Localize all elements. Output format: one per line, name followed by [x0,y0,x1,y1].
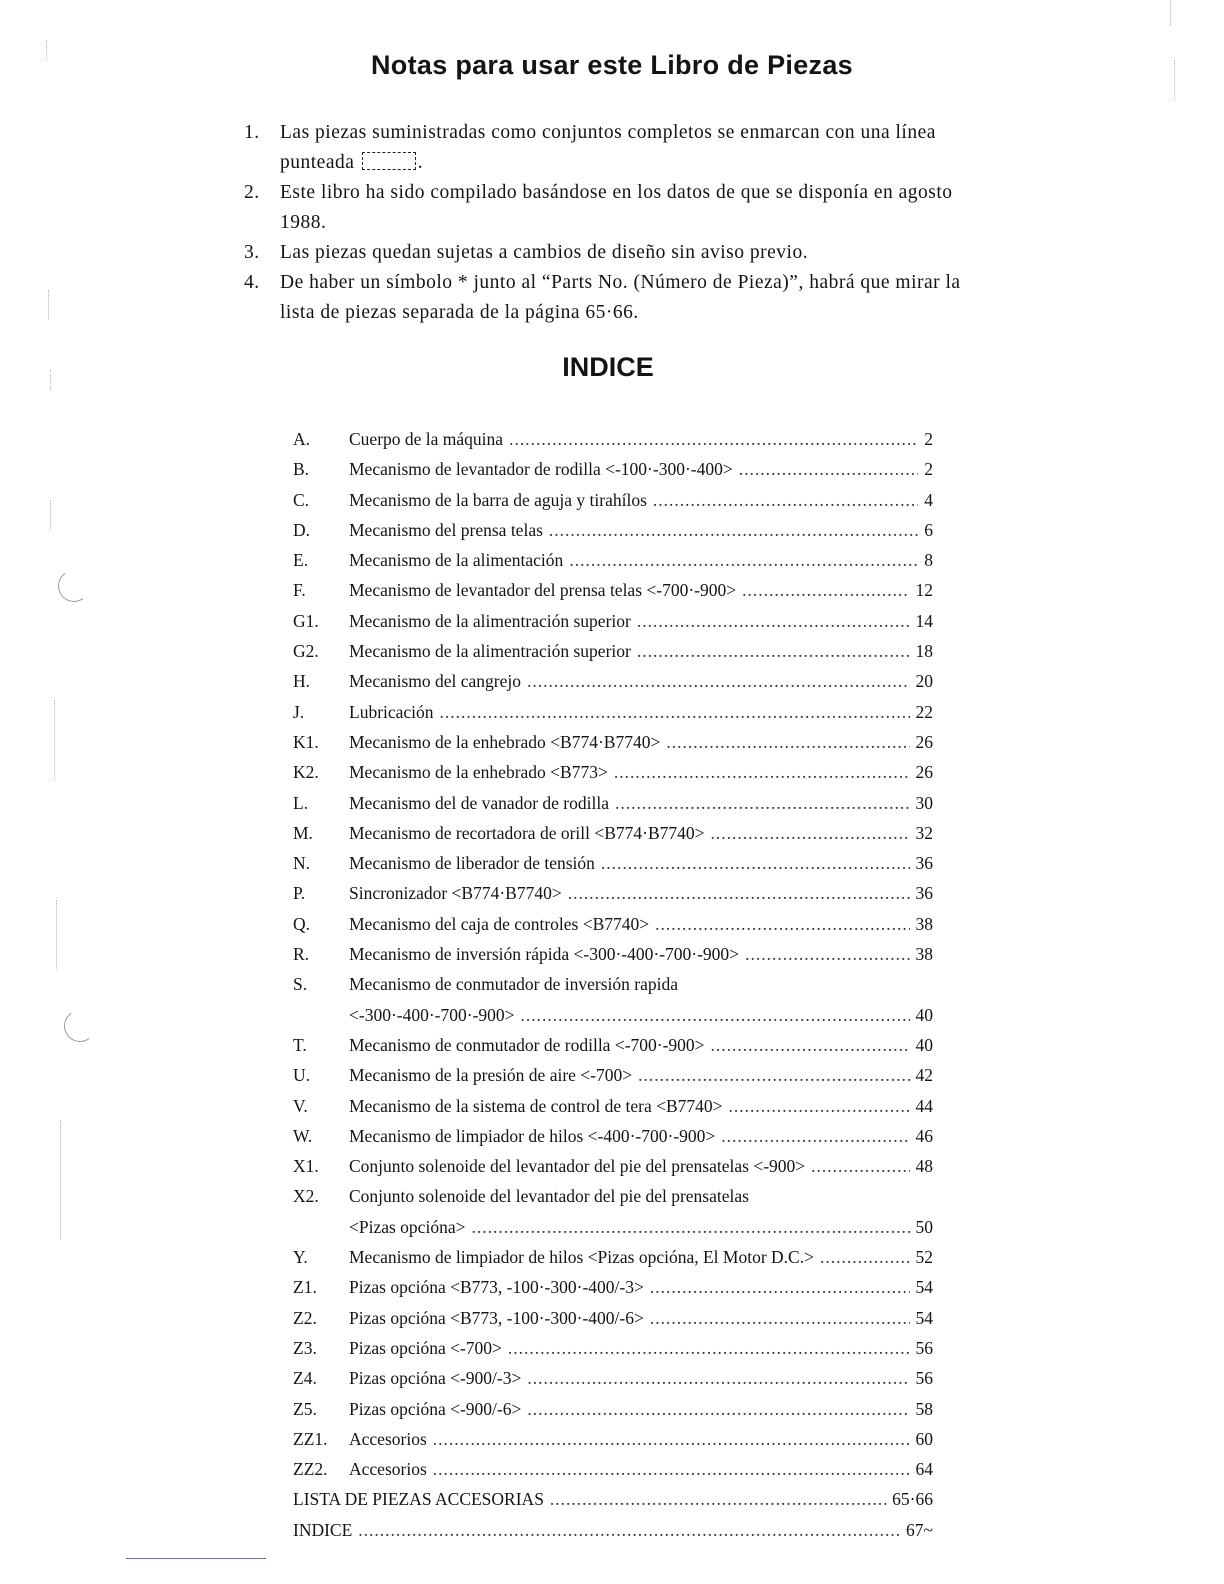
toc-label: Mecanismo de levantador del prensa telas <-700·-900> [349,580,737,601]
toc-label: Mecanismo de la sistema de control de tera <B7740> [349,1095,723,1116]
toc-row [293,575,933,605]
toc-row [293,1454,933,1484]
toc-letter: R. [293,944,310,965]
toc-page-number: 54 [915,1277,933,1298]
toc-row [293,1394,933,1424]
scan-edge-line [126,1558,266,1559]
table-of-contents [293,424,933,1545]
toc-page-number: 58 [915,1398,933,1419]
index-title: INDICE [562,352,654,382]
toc-label: Mecanismo del cangrejo [349,671,522,692]
toc-page-number: 26 [915,762,933,783]
scan-mark [60,1120,61,1240]
dot-leader [742,575,909,605]
toc-letter: N. [293,853,311,874]
dot-leader [433,1424,910,1454]
toc-label: Mecanismo del prensa telas [349,519,543,540]
toc-row [293,788,933,818]
note-text-end: . [417,152,424,173]
toc-letter: X2. [293,1186,319,1207]
toc-label: Mecanismo de levantador de rodilla <-100·-300·-400> [349,459,733,480]
note-item [244,238,976,268]
toc-page-number: 64 [915,1459,933,1480]
toc-letter: Z5. [293,1398,317,1419]
dot-leader [601,848,910,878]
toc-page-number: 38 [915,944,933,965]
toc-letter: W. [293,1125,313,1146]
toc-letter: B. [293,459,310,480]
dot-leader [653,485,918,515]
toc-label: Mecanismo de la alimentración superior [349,641,631,662]
toc-row [293,1242,933,1272]
toc-row [293,848,933,878]
toc-letter: Y. [293,1247,308,1268]
dot-leader [550,1484,886,1514]
toc-page-number: 22 [915,701,933,722]
toc-letter: V. [293,1095,308,1116]
toc-row [293,485,933,515]
toc-page-number: 65·66 [892,1489,933,1510]
toc-letter: A. [293,429,311,449]
toc-label: Pizas opcióna <-900/-3> [349,1368,522,1389]
toc-label: Pizas opcióna <B773, -100·-300·-400/-6> [349,1307,644,1328]
dot-leader [637,606,910,636]
toc-row [293,1091,933,1121]
toc-label: <Pizas opcióna> [349,1216,466,1237]
toc-letter: ZZ1. [293,1428,328,1449]
dot-leader [527,666,909,696]
dot-leader [358,1515,900,1545]
toc-letter: Z2. [293,1307,317,1328]
scan-mark [46,40,47,60]
dot-leader [521,1000,910,1030]
toc-row [293,1000,933,1030]
dot-leader [650,1303,910,1333]
toc-row [293,545,933,575]
toc-page-number: 56 [915,1368,933,1389]
toc-page-number: 18 [915,641,933,662]
toc-row [293,1424,933,1454]
toc-letter: G2. [293,641,319,662]
toc-label: Pizas opcióna <B773, -100·-300·-400/-3> [349,1277,644,1298]
toc-label: Mecanismo del de vanador de rodilla [349,792,609,813]
toc-row [293,1151,933,1181]
dot-leader [471,1212,909,1242]
dot-leader [509,424,918,454]
toc-row [293,454,933,484]
toc-row [293,757,933,787]
toc-label: Mecanismo de la presión de aire <-700> [349,1065,633,1086]
note-number: 3. [244,242,260,263]
toc-row [293,878,933,908]
toc-page-number: 48 [915,1156,933,1177]
toc-label: LISTA DE PIEZAS ACCESORIAS [293,1489,544,1510]
toc-letter: K2. [293,762,319,783]
toc-letter: E. [293,550,309,571]
toc-row [293,1181,933,1211]
scan-mark [48,290,49,320]
dot-leader [729,1091,910,1121]
toc-label: Mecanismo del caja de controles <B7740> [349,913,650,934]
toc-page-number: 44 [915,1095,933,1116]
toc-label: Mecanismo de limpiador de hilos <Pizas opcióna, El Motor D.C.> [349,1247,814,1268]
toc-page-number: 8 [924,550,933,571]
dot-leader [508,1333,910,1363]
toc-page-number: 4 [924,489,933,510]
dot-leader [650,1272,910,1302]
toc-page-number: 6 [924,519,933,540]
toc-letter: G1. [293,610,319,631]
page-title: Notas para usar este Libro de Piezas [371,50,853,80]
toc-page-number: 14 [915,610,933,631]
toc-label: Mecanismo de la enhebrado <B774·B7740> [349,731,661,752]
scan-mark [50,370,51,390]
toc-row [293,424,933,454]
toc-row [293,1484,933,1514]
toc-letter: C. [293,489,310,510]
toc-row [293,1121,933,1151]
toc-page-number: 40 [915,1004,933,1025]
toc-label: Sincronizador <B774·B7740> [349,883,562,904]
notes-list [244,118,976,328]
toc-letter: Z3. [293,1337,317,1358]
toc-label: Pizas opcióna <-700> [349,1337,502,1358]
dot-leader [745,939,909,969]
toc-row [293,1212,933,1242]
toc-row [293,666,933,696]
toc-row [293,606,933,636]
toc-page-number: 2 [924,459,933,480]
toc-page-number: 40 [915,1034,933,1055]
toc-row [293,636,933,666]
dot-leader [433,1454,910,1484]
note-text: Las piezas quedan sujetas a cambios de diseño sin aviso previo. [280,242,809,263]
toc-label: Mecanismo de conmutador de rodilla <-700·-900> [349,1034,705,1055]
toc-page-number: 60 [915,1428,933,1449]
toc-page-number: 20 [915,671,933,692]
toc-page-number: 52 [915,1247,933,1268]
toc-label: <-300·-400·-700·-900> [349,1004,515,1025]
scan-mark [1170,0,1171,25]
toc-label: Mecanismo de limpiador de hilos <-400·-700·-900> [349,1125,716,1146]
scan-mark [1174,60,1175,100]
note-number: 1. [244,122,260,143]
toc-page-number: 42 [915,1065,933,1086]
note-text: Las piezas suministradas como conjuntos completos se enmarcan con una línea punteada [280,122,936,173]
toc-letter: S. [293,974,308,995]
toc-row [293,1060,933,1090]
dot-leader [637,636,910,666]
toc-row [293,1363,933,1393]
toc-row [293,939,933,969]
toc-label: Accesorios [349,1459,427,1480]
dot-leader [711,818,910,848]
toc-page-number: 30 [915,792,933,813]
dot-leader [655,909,909,939]
toc-row [293,1515,933,1545]
dot-leader [711,1030,910,1060]
toc-letter: P. [293,883,306,904]
toc-page-number: 2 [924,429,933,449]
toc-page-number: 32 [915,822,933,843]
toc-page-number: 54 [915,1307,933,1328]
toc-row [293,1333,933,1363]
dot-leader [615,788,910,818]
toc-letter: Z4. [293,1368,317,1389]
toc-label: Mecanismo de inversión rápida <-300·-400·-700·-900> [349,944,740,965]
toc-row [293,515,933,545]
toc-page-number: 36 [915,883,933,904]
note-item [244,268,976,328]
toc-letter: H. [293,671,311,692]
toc-label: Mecanismo de recortadora de orill <B774·B7740> [349,822,705,843]
toc-letter: J. [293,701,305,722]
toc-label: Mecanismo de la alimentración superior [349,610,631,631]
toc-label: Lubricación [349,701,434,722]
toc-letter: K1. [293,731,319,752]
dot-leader [568,878,910,908]
toc-label: Mecanismo de la alimentación [349,550,564,571]
dot-leader [721,1121,909,1151]
note-text: De haber un símbolo * junto al “Parts No. (Número de Pieza)”, habrá que mirar la lista de piezas separada de la página 65·66. [280,272,961,323]
toc-row [293,1030,933,1060]
scan-mark [50,500,51,530]
toc-label: INDICE [293,1519,353,1540]
toc-row [293,909,933,939]
note-item [244,118,976,178]
toc-label: Mecanismo de la enhebrado <B773> [349,762,608,783]
toc-label: Conjunto solenoide del levantador del pie del prensatelas <-900> [349,1156,806,1177]
toc-letter: L. [293,792,309,813]
toc-letter: ZZ2. [293,1459,328,1480]
binding-hole-mark [61,1007,98,1044]
scan-mark [56,900,57,970]
toc-letter: U. [293,1065,311,1086]
dot-leader [614,757,910,787]
toc-page-number: 67~ [906,1519,933,1540]
toc-page-number: 36 [915,853,933,874]
dashed-frame-icon [362,152,416,170]
dot-leader [739,454,919,484]
toc-page-number: 26 [915,731,933,752]
toc-row [293,1272,933,1302]
toc-row [293,727,933,757]
toc-label: Pizas opcióna <-900/-6> [349,1398,522,1419]
dot-leader [638,1060,909,1090]
dot-leader [666,727,909,757]
toc-page-number: 50 [915,1216,933,1237]
toc-label: Mecanismo de conmutador de inversión rapida [349,974,678,995]
scan-mark [54,700,55,780]
toc-letter: F. [293,580,306,601]
dot-leader [440,697,910,727]
toc-label: Mecanismo de liberador de tensión [349,853,595,874]
dot-leader [569,545,918,575]
toc-page-number: 46 [915,1125,933,1146]
toc-letter: M. [293,822,313,843]
toc-letter: X1. [293,1156,319,1177]
toc-page-number: 56 [915,1337,933,1358]
toc-label: Mecanismo de la barra de aguja y tirahílos [349,489,647,510]
dot-leader [811,1151,909,1181]
note-number: 4. [244,272,260,293]
toc-label: Accesorios [349,1428,427,1449]
toc-row [293,697,933,727]
binding-hole-mark [55,567,92,604]
note-number: 2. [244,182,260,203]
toc-row [293,818,933,848]
toc-label: Cuerpo de la máquina [349,429,504,449]
toc-page-number: 38 [915,913,933,934]
dot-leader [527,1363,909,1393]
dot-leader [820,1242,910,1272]
toc-letter: D. [293,519,311,540]
toc-page-number: 12 [915,580,933,601]
toc-row [293,1303,933,1333]
toc-letter: Q. [293,913,311,934]
toc-row [293,969,933,999]
note-text: Este libro ha sido compilado basándose en los datos de que se disponía en agosto 1988. [280,182,953,233]
toc-letter: Z1. [293,1277,317,1298]
dot-leader [549,515,918,545]
note-item [244,178,976,238]
toc-letter: T. [293,1034,307,1055]
dot-leader [527,1394,909,1424]
toc-label: Conjunto solenoide del levantador del pie del prensatelas [349,1186,749,1207]
